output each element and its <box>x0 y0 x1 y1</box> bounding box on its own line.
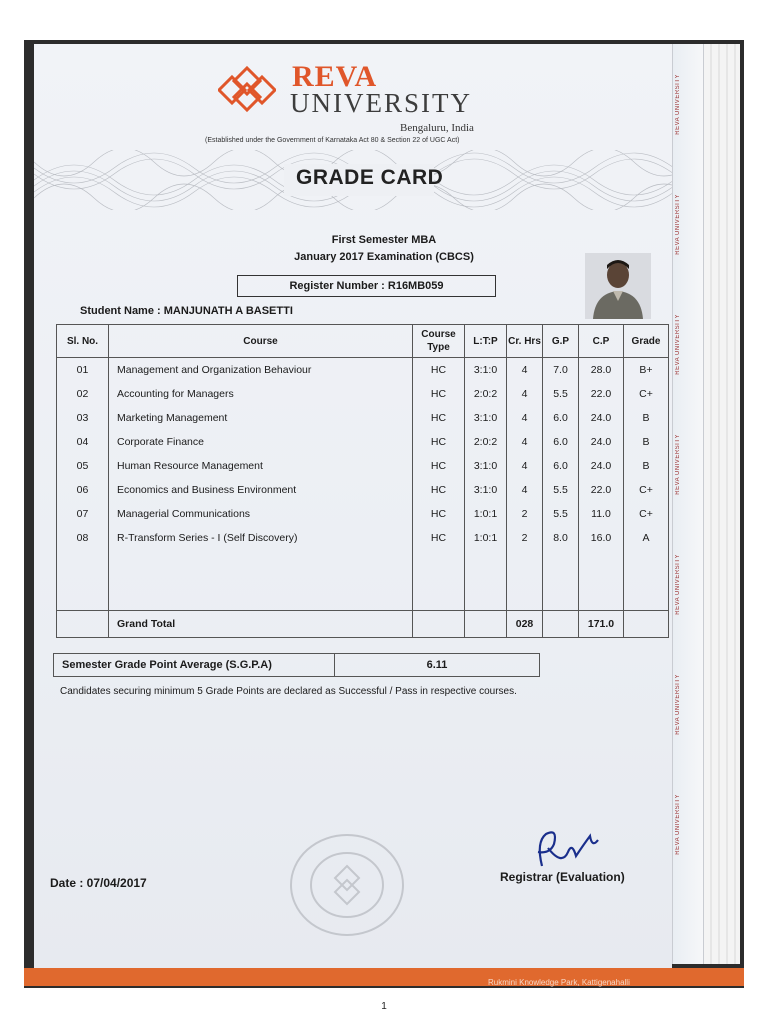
cell-sl: 01 <box>57 358 109 383</box>
exam-semester: First Semester MBA <box>331 234 437 246</box>
cell-type: HC <box>413 454 465 478</box>
side-strip-word: REVA UNIVERSITY <box>675 794 681 855</box>
cell-cp: 22.0 <box>579 382 624 406</box>
student-name: Student Name : MANJUNATH A BASETTI <box>80 305 293 317</box>
security-side-strip <box>672 44 740 964</box>
cell-sl: 06 <box>57 478 109 502</box>
cell-ltp: 1:0:1 <box>465 526 507 550</box>
cell-course: Corporate Finance <box>109 430 413 454</box>
cell-gp: 8.0 <box>543 526 579 550</box>
cell-sl: 02 <box>57 382 109 406</box>
cell-sl: 03 <box>57 406 109 430</box>
cell-type: HC <box>413 502 465 526</box>
header-ltp: L:T:P <box>465 325 507 358</box>
table-row <box>57 406 669 430</box>
university-name-line2: UNIVERSITY <box>290 88 472 118</box>
grand-total-label: Grand Total <box>109 611 413 638</box>
cell-credits: 2 <box>507 502 543 526</box>
cell-gp: 5.5 <box>543 478 579 502</box>
cell-cp: 11.0 <box>579 502 624 526</box>
cell-type: HC <box>413 430 465 454</box>
sgpa-value: 6.11 <box>426 659 448 671</box>
cell-grade: C+ <box>624 382 669 406</box>
header-credit-points: C.P <box>579 325 624 358</box>
grades-table <box>56 324 669 638</box>
cell-credits: 4 <box>507 382 543 406</box>
bottom-band-text: Rukmini Knowledge Park, Kattigenahalli <box>488 978 630 987</box>
university-name-line1: REVA <box>292 60 378 93</box>
cell-ltp: 3:1:0 <box>465 478 507 502</box>
side-strip-word: REVA UNIVERSITY <box>675 74 681 135</box>
cell-grade: B <box>624 406 669 430</box>
cell-credits: 4 <box>507 406 543 430</box>
sgpa-label: Semester Grade Point Average (S.G.P.A) <box>54 654 335 676</box>
cell-gp: 7.0 <box>543 358 579 383</box>
grand-total-row <box>57 611 669 638</box>
table-row <box>57 430 669 454</box>
cell-type: HC <box>413 358 465 383</box>
table-empty-row <box>57 550 669 611</box>
cell-gp: 5.5 <box>543 502 579 526</box>
cell-grade: B <box>624 430 669 454</box>
side-strip-word: REVA UNIVERSITY <box>675 314 681 375</box>
cell-course: R-Transform Series - I (Self Discovery) <box>109 526 413 550</box>
issue-date: Date : 07/04/2017 <box>50 876 147 890</box>
student-photo <box>585 253 651 319</box>
register-number: Register Number : R16MB059 <box>237 275 496 297</box>
cell-ltp: 2:0:2 <box>465 382 507 406</box>
cell-gp: 6.0 <box>543 454 579 478</box>
header-course: Course <box>109 325 413 358</box>
grand-total-credit-points: 171.0 <box>579 611 624 638</box>
side-strip-word: REVA UNIVERSITY <box>675 194 681 255</box>
cell-gp: 6.0 <box>543 430 579 454</box>
cell-sl: 05 <box>57 454 109 478</box>
cell-credits: 4 <box>507 430 543 454</box>
cell-gp: 5.5 <box>543 382 579 406</box>
cell-sl: 07 <box>57 502 109 526</box>
pass-criteria-note: Candidates securing minimum 5 Grade Points are declared as Successful / Pass in respective courses. <box>60 686 517 697</box>
cell-cp: 24.0 <box>579 430 624 454</box>
cell-course: Management and Organization Behaviour <box>109 358 413 383</box>
bottom-orange-band <box>24 968 744 986</box>
embossed-seal-icon <box>287 830 407 940</box>
table-row <box>57 526 669 550</box>
side-band <box>672 44 704 964</box>
cell-cp: 16.0 <box>579 526 624 550</box>
header-course-type: Course Type <box>413 325 465 358</box>
cell-type: HC <box>413 406 465 430</box>
cell-cp: 22.0 <box>579 478 624 502</box>
exam-session: January 2017 Examination (CBCS) <box>294 251 474 263</box>
cell-course: Marketing Management <box>109 406 413 430</box>
cell-cp: 24.0 <box>579 406 624 430</box>
cell-ltp: 1:0:1 <box>465 502 507 526</box>
header-credit-hours: Cr. Hrs <box>507 325 543 358</box>
side-strip-word: REVA UNIVERSITY <box>675 554 681 615</box>
reva-knot-logo-icon <box>218 64 276 114</box>
document-title: GRADE CARD <box>296 166 444 189</box>
cell-course: Accounting for Managers <box>109 382 413 406</box>
page-number: 1 <box>381 1001 387 1012</box>
cell-type: HC <box>413 478 465 502</box>
cell-ltp: 3:1:0 <box>465 406 507 430</box>
cell-ltp: 3:1:0 <box>465 358 507 383</box>
cell-sl: 08 <box>57 526 109 550</box>
cell-cp: 24.0 <box>579 454 624 478</box>
cell-credits: 4 <box>507 478 543 502</box>
table-row <box>57 382 669 406</box>
university-city: Bengaluru, India <box>400 122 474 134</box>
cell-course: Human Resource Management <box>109 454 413 478</box>
grand-total-credits: 028 <box>507 611 543 638</box>
cell-grade: B <box>624 454 669 478</box>
cell-grade: C+ <box>624 478 669 502</box>
cell-credits: 4 <box>507 454 543 478</box>
table-row <box>57 478 669 502</box>
signature-icon <box>528 822 608 872</box>
cell-cp: 28.0 <box>579 358 624 383</box>
cell-gp: 6.0 <box>543 406 579 430</box>
cell-ltp: 2:0:2 <box>465 430 507 454</box>
cell-type: HC <box>413 382 465 406</box>
registrar-title: Registrar (Evaluation) <box>500 870 625 884</box>
cell-grade: C+ <box>624 502 669 526</box>
cell-credits: 4 <box>507 358 543 383</box>
cell-credits: 2 <box>507 526 543 550</box>
side-strip-word: REVA UNIVERSITY <box>675 434 681 495</box>
table-header-row <box>57 325 669 358</box>
side-strip-word: REVA UNIVERSITY <box>675 674 681 735</box>
cell-grade: A <box>624 526 669 550</box>
table-row <box>57 358 669 383</box>
sgpa-box <box>53 653 540 677</box>
cell-grade: B+ <box>624 358 669 383</box>
header-grade: Grade <box>624 325 669 358</box>
cell-sl: 04 <box>57 430 109 454</box>
cell-course: Managerial Communications <box>109 502 413 526</box>
table-row <box>57 454 669 478</box>
table-row <box>57 502 669 526</box>
cell-type: HC <box>413 526 465 550</box>
header-sl-no: Sl. No. <box>57 325 109 358</box>
cell-ltp: 3:1:0 <box>465 454 507 478</box>
header-grade-points: G.P <box>543 325 579 358</box>
university-establishment-note: (Established under the Government of Karnataka Act 80 & Section 22 of UGC Act) <box>205 137 460 144</box>
cell-course: Economics and Business Environment <box>109 478 413 502</box>
